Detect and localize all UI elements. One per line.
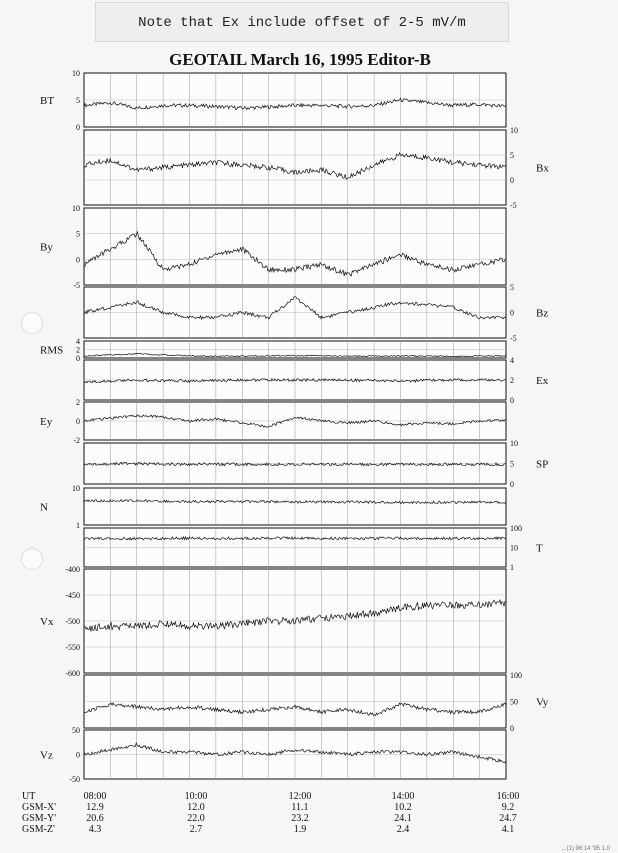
panel-sp [84, 439, 548, 489]
tick-label: 0 [76, 750, 80, 760]
tick-label: 100 [510, 524, 522, 533]
footer-value: 2.7 [189, 824, 203, 835]
tick-label: 0 [510, 308, 514, 318]
axis-label-sp: SP [536, 458, 549, 471]
tick-label: -2 [73, 436, 80, 445]
tick-label: -5 [510, 201, 517, 210]
tick-label: 5 [510, 459, 514, 469]
axis-label-ey: Ey [40, 416, 53, 428]
footer-value: 14:00 [391, 791, 415, 802]
corner-stamp: ...(1) 96:14 '95 1.0 [561, 846, 610, 852]
panel-vy [84, 671, 549, 733]
tick-label: 4 [510, 356, 514, 365]
footer-row-label: GSM-Z' [22, 824, 55, 835]
axis-label-vy: Vy [536, 696, 549, 709]
panel-bt [40, 69, 506, 132]
axis-label-bx: Bx [536, 162, 549, 175]
tick-label: 5 [76, 229, 80, 239]
footer-value: 4.1 [501, 824, 515, 835]
panel-ey [40, 398, 506, 445]
footer-row-label: GSM-Y' [22, 813, 57, 824]
offset-note: Note that Ex include offset of 2-5 mV/m [95, 2, 509, 42]
footer-value: 2.4 [396, 824, 410, 835]
tick-label: 0 [76, 417, 80, 426]
tick-label: 2 [76, 345, 80, 355]
tick-label: 0 [510, 176, 514, 185]
axis-label-bt: BT [40, 95, 55, 107]
tick-label: -400 [65, 565, 80, 574]
footer-value: 12.0 [187, 802, 205, 813]
footer-value: 1.9 [293, 824, 307, 835]
panel-by [40, 204, 506, 290]
panel-vz [40, 726, 506, 784]
tick-label: 10 [510, 439, 518, 448]
axis-label-t: T [536, 542, 543, 555]
tick-label: 0 [76, 255, 80, 265]
footer-row-label: UT [22, 791, 36, 802]
axis-label-vz: Vz [40, 749, 53, 762]
tick-label: 50 [510, 697, 518, 707]
tick-label: -450 [65, 591, 80, 600]
footer-value: 10:00 [184, 791, 208, 802]
tick-label: 10 [72, 484, 80, 493]
panel-vx [40, 565, 506, 678]
footer-value: 24.7 [499, 813, 517, 824]
footer-value: 11.1 [291, 802, 309, 813]
footer-value: 22.0 [187, 813, 205, 824]
tick-label: 1 [76, 521, 80, 530]
axis-label-bz: Bz [536, 307, 549, 320]
footer-row-label: GSM-X' [22, 802, 57, 813]
orbit-footer [22, 791, 519, 835]
footer-value: 4.3 [88, 824, 102, 835]
tick-label: 5 [510, 283, 514, 292]
panel-n [40, 484, 506, 530]
tick-label: 10 [510, 543, 518, 553]
tick-label: 2 [76, 398, 80, 407]
tick-label: 50 [72, 726, 80, 735]
tick-label: 0 [76, 354, 80, 363]
tick-label: -5 [73, 281, 80, 290]
panel-bx [84, 126, 549, 210]
tick-label: 10 [72, 69, 80, 78]
tick-label: 0 [76, 123, 80, 132]
axis-label-rms: RMS [40, 344, 64, 357]
panel-ex [84, 356, 549, 405]
footer-value: 24.1 [394, 813, 412, 824]
footer-value: 9.2 [501, 802, 515, 813]
tick-label: 100 [510, 671, 522, 680]
tick-label: -50 [69, 775, 80, 784]
tick-label: -500 [65, 617, 80, 626]
panel-rms [40, 337, 506, 363]
footer-value: 10.2 [394, 802, 412, 813]
panel-t [84, 524, 543, 572]
tick-label: 4 [76, 337, 80, 346]
tick-label: 0 [510, 396, 514, 405]
tick-label: 2 [510, 376, 514, 385]
tick-label: 1 [510, 563, 514, 572]
tick-label: -550 [65, 643, 80, 652]
tick-label: 0 [510, 480, 514, 489]
axis-label-n: N [40, 501, 48, 514]
tick-label: -600 [65, 669, 80, 678]
panel-bz [84, 283, 548, 343]
tick-label: -5 [510, 334, 517, 343]
axis-label-by: By [40, 241, 53, 254]
axis-label-ex: Ex [536, 375, 549, 387]
tick-label: 10 [510, 126, 518, 135]
tick-label: 5 [510, 151, 514, 160]
axis-label-vx: Vx [40, 616, 54, 628]
tick-label: 10 [72, 204, 80, 213]
footer-value: 20.6 [86, 813, 104, 824]
footer-value: 16:00 [496, 791, 520, 802]
tick-label: 0 [510, 724, 514, 733]
tick-label: 5 [76, 96, 80, 105]
footer-value: 12.9 [86, 802, 104, 813]
footer-value: 08:00 [83, 791, 107, 802]
chart-title: GEOTAIL March 16, 1995 Editor-B [169, 50, 431, 69]
footer-value: 23.2 [291, 813, 309, 824]
footer-value: 12:00 [288, 791, 312, 802]
